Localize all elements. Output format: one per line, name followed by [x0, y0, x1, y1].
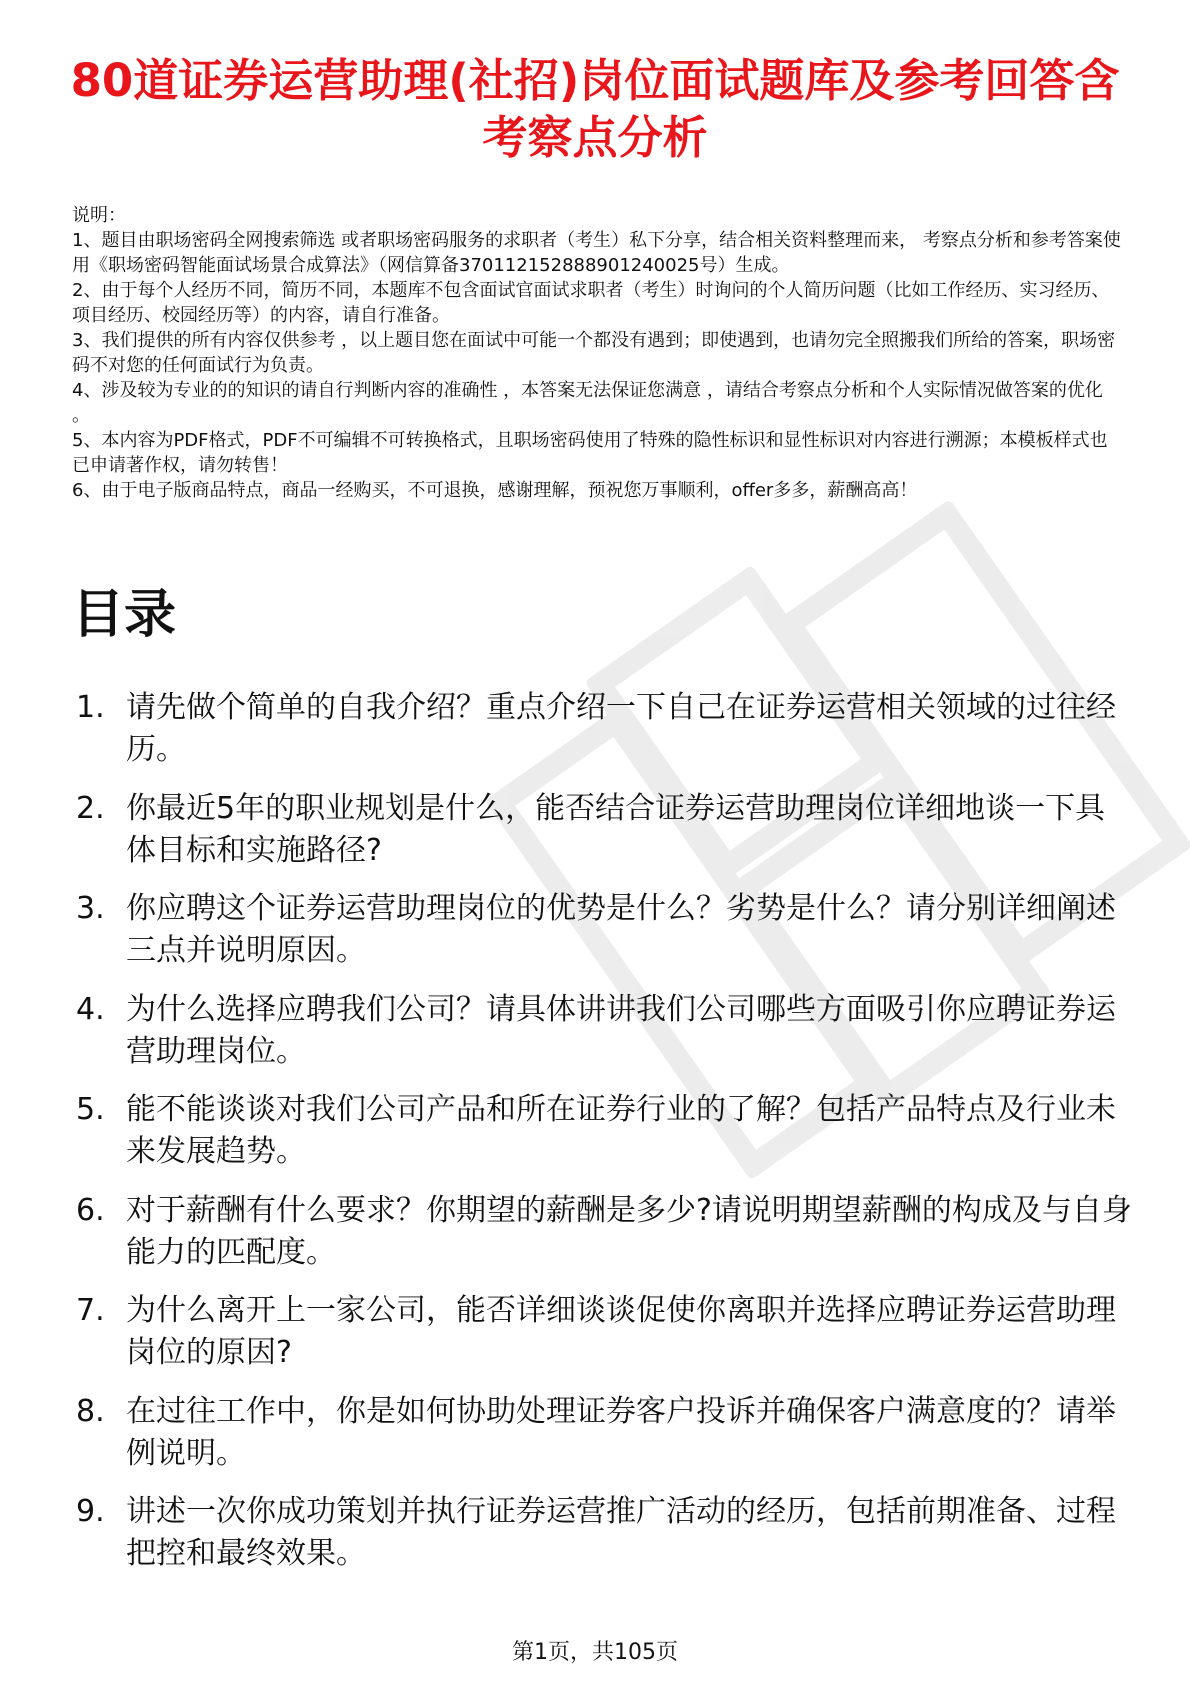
toc-item-text: 请先做个简单的自我介绍？重点介绍一下自己在证券运营相关领域的过往经历。	[126, 690, 1116, 767]
toc-item[interactable]	[72, 1491, 1132, 1575]
toc-item[interactable]	[72, 1290, 1132, 1374]
table-of-contents	[72, 687, 1132, 1592]
toc-item[interactable]	[72, 888, 1132, 972]
toc-item[interactable]	[72, 788, 1132, 872]
toc-item-number: 5.	[76, 1092, 105, 1127]
toc-item[interactable]	[72, 1391, 1132, 1475]
toc-item-number: 9.	[76, 1494, 105, 1529]
toc-item-text: 在过往工作中，你是如何协助处理证券客户投诉并确保客户满意度的？请举例说明。	[126, 1393, 1116, 1471]
note-item: 1、题目由职场密码全网搜索筛选 或者职场密码服务的求职者（考生）私下分享，结合相关资料整理而来， 考察点分析和参考答案使用《职场密码智能面试场景合成算法》（网信算备370112152888901240025号）生成。	[72, 230, 1121, 276]
note-item: 5、本内容为PDF格式，PDF不可编辑不可转换格式，且职场密码使用了特殊的隐性标识和显性标识对内容进行溯源；本模板样式也已申请著作权，请勿转售！	[72, 430, 1108, 476]
toc-item-text: 为什么选择应聘我们公司？请具体讲讲我们公司哪些方面吸引你应聘证券运营助理岗位。	[126, 991, 1116, 1069]
toc-item[interactable]	[72, 1190, 1132, 1274]
note-item: 6、由于电子版商品特点，商品一经购买，不可退换，感谢理解，预祝您万事顺利，offer多多，薪酬高高！	[72, 480, 918, 501]
toc-item-text: 为什么离开上一家公司，能否详细谈谈促使你离职并选择应聘证券运营助理岗位的原因?	[126, 1293, 1116, 1370]
note-item: 3、我们提供的所有内容仅供参考 ，以上题目您在面试中可能一个都没有遇到；即使遇到，也请勿完全照搬我们所给的答案，职场密码不对您的任何面试行为负责。	[72, 330, 1116, 376]
toc-item[interactable]	[72, 1089, 1132, 1173]
toc-item-text: 讲述一次你成功策划并执行证券运营推广活动的经历，包括前期准备、过程把控和最终效果。	[126, 1494, 1116, 1571]
toc-item-number: 3.	[76, 891, 105, 926]
toc-heading: 目录	[72, 585, 177, 645]
notes-heading: 说明：	[72, 205, 126, 226]
toc-item-number: 2.	[76, 790, 105, 826]
toc-item[interactable]	[72, 687, 1132, 771]
toc-item-number: 6.	[76, 1192, 105, 1228]
document-title: 80道证券运营助理(社招)岗位面试题库及参考回答含考察点分析	[70, 54, 1120, 164]
toc-item-text: 能不能谈谈对我们公司产品和所在证券行业的了解？包括产品特点及行业未来发展趋势。	[126, 1092, 1116, 1169]
note-item: 2、由于每个人经历不同，简历不同，本题库不包含面试官面试求职者（考生）时询问的个人简历问题（比如工作经历、实习经历、项目经历、校园经历等）的内容，请自行准备。	[72, 280, 1110, 326]
note-item: 4、涉及较为专业的的知识的请自行判断内容的准确性 ，本答案无法保证您满意 ，请结合考察点分析和个人实际情况做答案的优化 。	[72, 380, 1103, 426]
toc-item-text: 对于薪酬有什么要求？你期望的薪酬是多少?请说明期望薪酬的构成及与自身能力的匹配度。	[126, 1192, 1132, 1270]
toc-item-number: 4.	[76, 991, 105, 1027]
toc-item-number: 8.	[76, 1393, 105, 1429]
page-number-footer: 第1页，共105页	[512, 1640, 678, 1665]
toc-item-number: 1.	[76, 690, 105, 725]
toc-item-text: 你应聘这个证券运营助理岗位的优势是什么？劣势是什么？请分别详细阐述三点并说明原因。	[126, 891, 1116, 968]
toc-item[interactable]	[72, 989, 1132, 1073]
toc-item-number: 7.	[76, 1293, 105, 1328]
toc-item-text: 你最近5年的职业规划是什么，能否结合证券运营助理岗位详细地谈一下具体目标和实施路径?	[126, 790, 1106, 868]
disclaimer-notes	[72, 203, 1122, 503]
